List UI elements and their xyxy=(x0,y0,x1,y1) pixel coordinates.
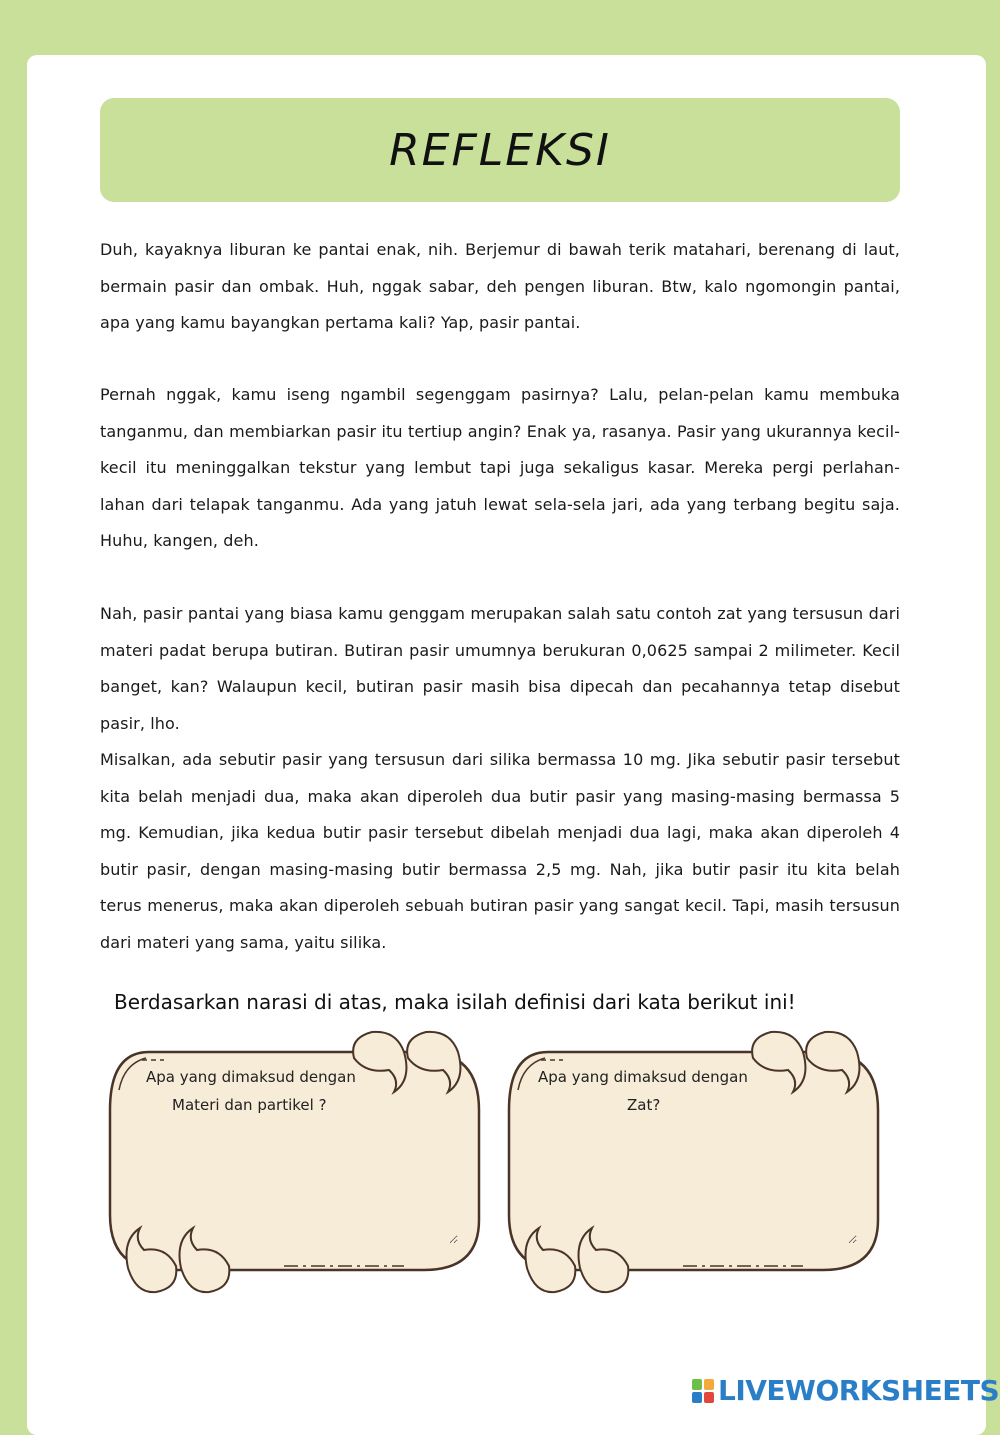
paragraph-intro: Duh, kayaknya liburan ke pantai enak, nih. Berjemur di bawah terik matahari, berenang di laut, bermain pasir dan ombak. Huh, nggak sabar, deh pengen liburan. Btw, kalo ngomongin pantai, apa yang kamu bayangkan pertama kali? Yap, pasir pantai. xyxy=(100,240,900,333)
question-label-line2: Zat? xyxy=(627,1096,661,1114)
liveworksheets-logo-icon xyxy=(692,1379,714,1403)
liveworksheets-brand xyxy=(692,1374,999,1407)
brand-name: LIVEWORKSHEETS xyxy=(718,1374,1000,1407)
question-label-line2: Materi dan partikel ? xyxy=(172,1096,327,1114)
paragraph-silica-example: Misalkan, ada sebutir pasir yang tersusun dari silika bermassa 10 mg. Jika sebutir pasir tersebut kita belah menjadi dua, maka akan diperoleh dua butir pasir yang masing-masing bermassa 5 mg. Kemudian, jika kedua butir pasir tersebut dibelah menjadi dua lagi, maka akan diperoleh 4 butir pasir, dengan masing-masing butir bermassa 2,5 mg. Nah, jika butir pasir itu kita belah terus menerus, maka akan diperoleh sebuah butiran pasir yang sangat kecil. Tapi, masih tersusun dari materi yang sama, yaitu silika. xyxy=(100,750,900,952)
question-card-materi xyxy=(104,1030,484,1300)
answer-input-zat[interactable] xyxy=(533,1130,857,1244)
question-label-line1: Apa yang dimaksud dengan xyxy=(538,1068,748,1086)
answer-input-materi[interactable] xyxy=(134,1130,458,1244)
question-card-zat xyxy=(503,1030,883,1300)
page-title: REFLEKSI xyxy=(389,124,611,176)
question-label-line1: Apa yang dimaksud dengan xyxy=(146,1068,356,1086)
title-banner xyxy=(100,98,900,202)
instruction-text: Berdasarkan narasi di atas, maka isilah definisi dari kata berikut ini! xyxy=(114,990,796,1014)
paragraph-sand-grains: Nah, pasir pantai yang biasa kamu genggam merupakan salah satu contoh zat yang tersusun dari materi padat berupa butiran. Butiran pasir umumnya berukuran 0,0625 sampai 2 milimeter. Kecil banget, kan? Walaupun kecil, butiran pasir masih bisa dipecah dan pecahannya tetap disebut pasir, lho. xyxy=(100,604,900,733)
paragraph-sand-handful: Pernah nggak, kamu iseng ngambil segenggam pasirnya? Lalu, pelan-pelan kamu membuka tanganmu, dan membiarkan pasir itu tertiup angin? Enak ya, rasanya. Pasir yang ukurannya kecil-kecil itu meninggalkan tekstur yang lembut tapi juga sekaligus kasar. Mereka pergi perlahan-lahan dari telapak tanganmu. Ada yang jatuh lewat sela-sela jari, ada yang terbang begitu saja. Huhu, kangen, deh. xyxy=(100,385,900,551)
